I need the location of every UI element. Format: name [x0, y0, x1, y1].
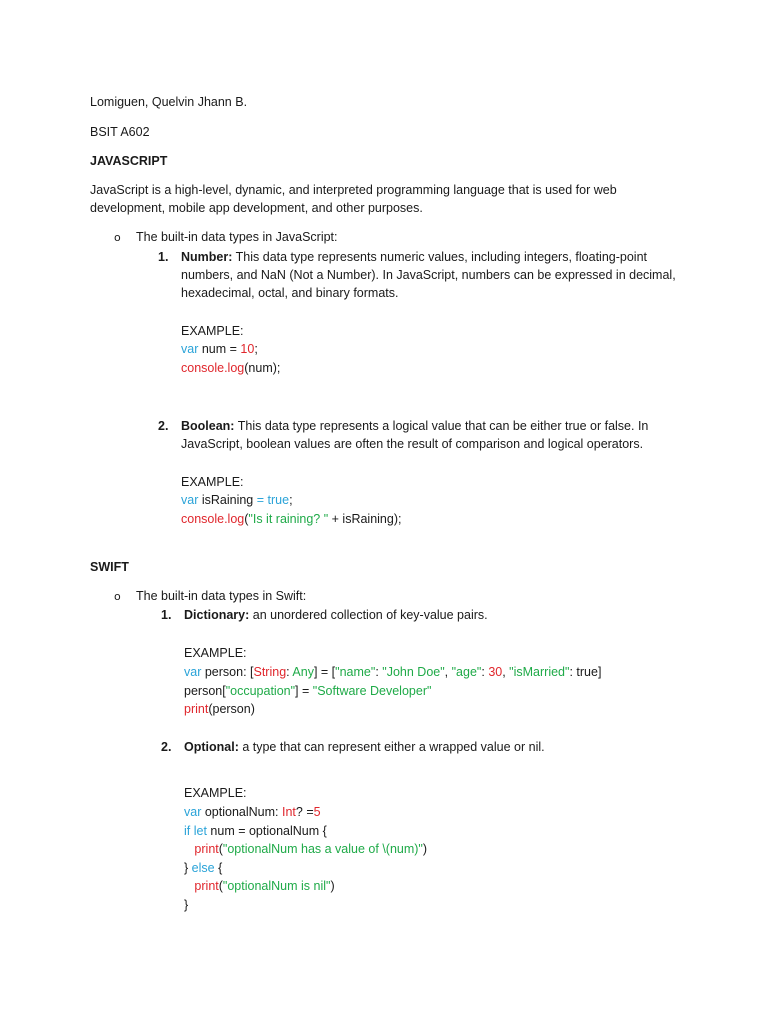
- code-token: else: [191, 860, 215, 875]
- code-line: [184, 896, 188, 914]
- code-token: :: [286, 665, 293, 679]
- code-token: if let: [184, 823, 207, 838]
- code-token: 5: [313, 805, 321, 819]
- code-token: ,: [502, 665, 510, 679]
- code-line: [184, 663, 601, 681]
- code-token: ? =: [295, 805, 314, 819]
- code-token: var: [184, 805, 202, 819]
- code-token: var: [181, 342, 199, 356]
- code-token: : true]: [569, 665, 602, 679]
- boolean-type-description-line-1: [181, 417, 648, 435]
- number-type-description-line-1: [181, 248, 647, 266]
- code-line: [181, 340, 258, 358]
- code-token: :: [375, 665, 383, 679]
- code-token: print: [194, 842, 219, 857]
- code-token: "optionalNum is nil": [222, 879, 331, 894]
- code-token: print: [194, 879, 219, 894]
- dictionary-type-description: [184, 606, 488, 624]
- code-token: Int: [281, 805, 296, 819]
- code-token: num =: [198, 342, 241, 356]
- example-label: EXAMPLE:: [181, 324, 244, 338]
- code-token: }: [184, 898, 189, 912]
- code-token: isRaining: [198, 493, 257, 507]
- code-token: (: [244, 511, 249, 526]
- code-token: ] =: [295, 683, 313, 698]
- list-number: 2.: [161, 740, 172, 754]
- optional-type-description: [184, 738, 545, 756]
- code-token: ] = [: [313, 665, 336, 679]
- code-token: person: [: [201, 665, 254, 679]
- code-token: ;: [254, 342, 258, 356]
- code-line: [184, 682, 431, 700]
- code-token: [184, 842, 194, 856]
- javascript-intro-line-1: JavaScript is a high-level, dynamic, and interpreted programming language that is used for web: [90, 183, 617, 197]
- code-token: console.log: [181, 511, 245, 526]
- code-token: "optionalNum has a value of \(num)": [222, 842, 423, 857]
- list-number: 2.: [158, 419, 169, 433]
- list-number: 1.: [161, 608, 172, 622]
- code-token: :: [481, 665, 489, 679]
- code-token: ): [330, 879, 335, 894]
- number-desc-text: This data type represents numeric values, including integers, floating-point: [232, 250, 647, 264]
- code-line: [181, 491, 293, 509]
- code-token: "John Doe": [382, 665, 445, 679]
- optional-desc-text: a type that can represent either a wrapped value or nil.: [238, 740, 545, 754]
- code-token: String: [253, 665, 287, 679]
- code-token: var: [184, 665, 202, 679]
- javascript-intro-line-2: development, mobile app development, and other purposes.: [90, 201, 423, 215]
- number-term: Number:: [181, 250, 233, 264]
- code-token: "Software Developer": [312, 683, 432, 698]
- code-line: [184, 859, 222, 877]
- example-label: EXAMPLE:: [184, 786, 247, 800]
- optional-term: Optional:: [184, 740, 239, 754]
- javascript-heading: JAVASCRIPT: [90, 154, 168, 168]
- code-token: ;: [289, 493, 293, 507]
- code-token: (num);: [244, 360, 281, 375]
- code-token: "age": [451, 665, 482, 679]
- boolean-type-description-line-2: JavaScript, boolean values are often the result of comparison and logical operators.: [181, 437, 644, 451]
- class-section: BSIT A602: [90, 125, 150, 139]
- number-type-description-line-2: numbers, and NaN (Not a Number). In JavaScript, numbers can be expressed in decimal,: [181, 268, 676, 282]
- code-token: var: [181, 493, 199, 507]
- code-token: "Is it raining? ": [248, 511, 329, 526]
- code-line: [181, 510, 401, 528]
- code-token: ): [422, 842, 428, 857]
- code-token: "occupation": [225, 683, 296, 698]
- code-token: num = optionalNum {: [206, 823, 327, 838]
- code-line: [181, 359, 280, 377]
- code-token: "isMarried": [509, 665, 570, 679]
- code-token: [184, 879, 194, 893]
- code-token: 10: [240, 342, 255, 356]
- bullet-marker: o: [114, 231, 121, 244]
- code-line: [184, 840, 427, 858]
- code-token: = true: [256, 493, 290, 507]
- code-token: optionalNum:: [201, 805, 282, 819]
- boolean-desc-text: This data type represents a logical value that can be either true or false. In: [234, 419, 649, 433]
- code-token: 30: [488, 665, 503, 679]
- code-token: person[: [184, 683, 226, 698]
- code-token: }: [184, 860, 192, 875]
- list-number: 1.: [158, 250, 169, 264]
- code-line: [184, 822, 327, 840]
- code-token: (: [218, 879, 223, 894]
- example-label: EXAMPLE:: [181, 475, 244, 489]
- number-type-description-line-3: hexadecimal, octal, and binary formats.: [181, 286, 399, 300]
- code-token: + isRaining);: [328, 511, 402, 526]
- example-label: EXAMPLE:: [184, 646, 247, 660]
- code-token: "name": [335, 665, 376, 679]
- dictionary-term: Dictionary:: [184, 608, 250, 622]
- code-token: console.log: [181, 360, 245, 375]
- javascript-types-intro: The built-in data types in JavaScript:: [136, 230, 338, 244]
- dictionary-desc-text: an unordered collection of key-value pairs.: [249, 608, 488, 622]
- bullet-marker: o: [114, 590, 121, 603]
- code-line: [184, 700, 255, 718]
- code-line: [184, 877, 335, 895]
- author-name: Lomiguen, Quelvin Jhann B.: [90, 95, 248, 109]
- swift-types-intro: The built-in data types in Swift:: [136, 589, 307, 603]
- code-token: Any: [292, 665, 314, 679]
- boolean-term: Boolean:: [181, 419, 235, 433]
- code-token: {: [214, 860, 223, 875]
- code-line: [184, 803, 321, 821]
- code-token: print: [184, 702, 209, 717]
- code-token: (person): [208, 702, 255, 717]
- code-token: ,: [444, 665, 452, 679]
- code-token: (: [218, 842, 223, 857]
- swift-heading: SWIFT: [90, 560, 129, 574]
